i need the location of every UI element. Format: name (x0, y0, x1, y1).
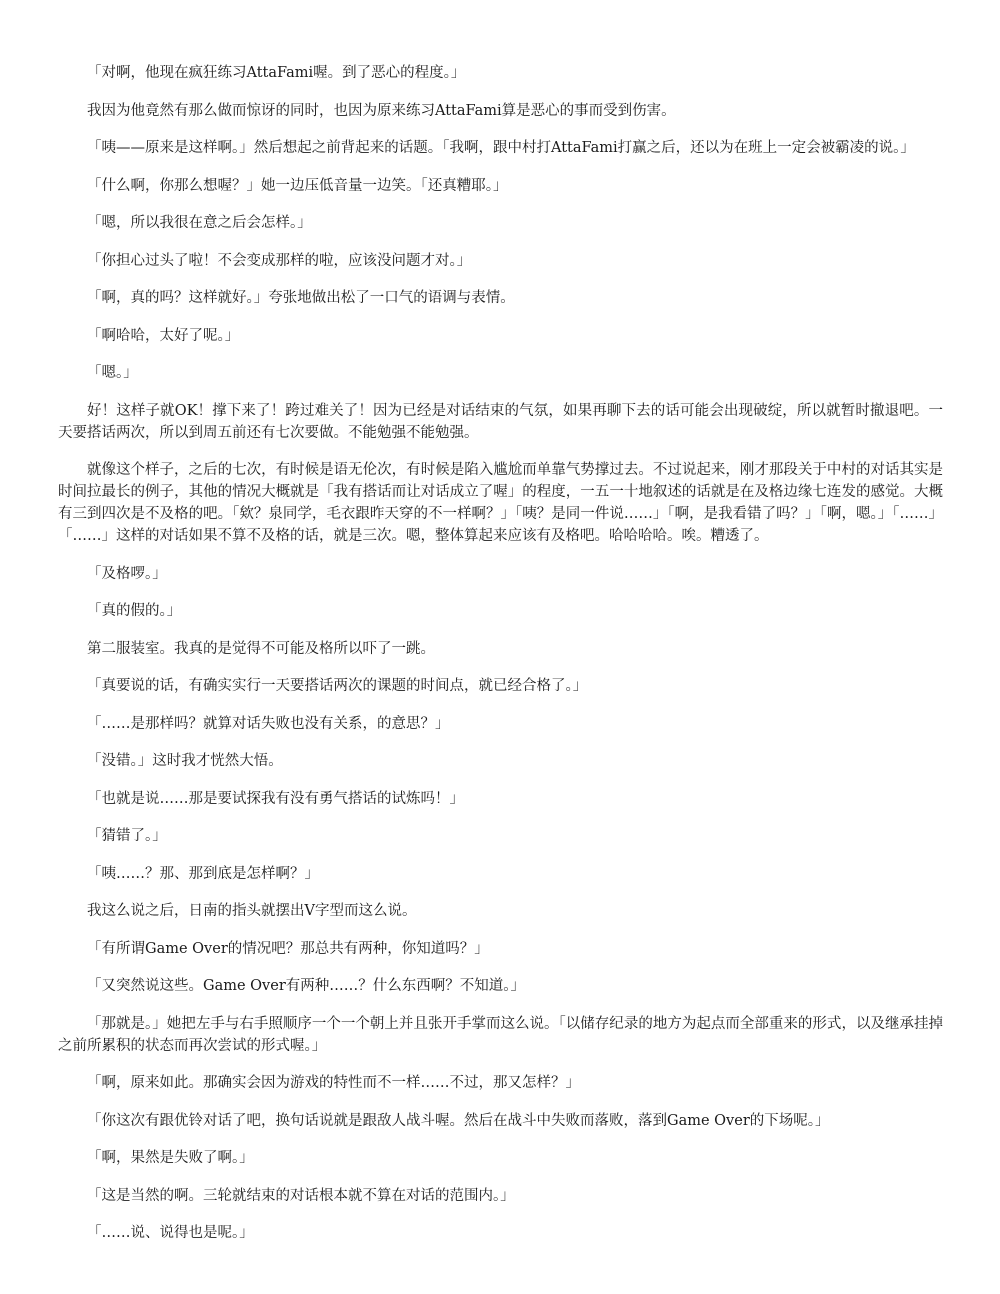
paragraph: 好！这样子就OK！撑下来了！跨过难关了！因为已经是对话结束的气氛，如果再聊下去的话可能会出现破绽，所以就暂时撤退吧。一天要搭话两次，所以到周五前还有七次要做。不能勉强不能勉强。 (58, 402, 943, 441)
paragraph: 「啊哈哈，太好了呢。」 (87, 327, 240, 344)
paragraph: 「啊，真的吗？这样就好。」夸张地做出松了一口气的语调与表情。 (87, 290, 515, 306)
paragraph: 「真的假的。」 (87, 603, 182, 619)
paragraph: 「也就是说……那是要试探我有没有勇气搭话的试炼吗！」 (87, 790, 464, 807)
paragraph: 「嗯，所以我很在意之后会怎样。」 (87, 215, 312, 231)
paragraph: 「咦——原来是这样啊。」然后想起之前背起来的话题。「我啊，跟中村打AttaFami打赢之后，还以为在班上一定会被霸凌的说。」 (87, 140, 915, 156)
paragraph: 「……说、说得也是呢。」 (87, 1225, 254, 1241)
paragraph: 「你这次有跟优铃对话了吧，换句话说就是跟敌人战斗喔。然后在战斗中失败而落败，落到Game Over的下场呢。」 (87, 1112, 830, 1129)
paragraph: 「及格啰。」 (87, 565, 167, 582)
paragraph: 「这是当然的啊。三轮就结束的对话根本就不算在对话的范围内。」 (87, 1187, 515, 1204)
paragraph: 「……是那样吗？就算对话失败也没有关系，的意思？」 (87, 715, 450, 732)
paragraph: 「什么啊，你那么想喔？」她一边压低音量一边笑。「还真糟耶。」 (87, 177, 508, 194)
paragraph: 「嗯。」 (87, 365, 138, 381)
paragraph: 「没错。」这时我才恍然大悟。 (87, 753, 283, 769)
paragraph: 「你担心过头了啦！不会变成那样的啦，应该没问题才对。」 (87, 252, 472, 269)
paragraph: 「那就是。」她把左手与右手照顺序一个一个朝上并且张开手掌而这么说。「以储存纪录的地方为起点而全部重来的形式，以及继承挂掉之前所累积的状态而再次尝试的形式喔。」 (58, 1015, 943, 1054)
paragraph: 「咦……？那、那到底是怎样啊？」 (87, 865, 319, 882)
document-page (58, 62, 943, 1260)
paragraph: 「啊，果然是失败了啊。」 (87, 1150, 254, 1166)
paragraph: 第二服装室。我真的是觉得不可能及格所以吓了一跳。 (87, 640, 435, 657)
paragraph: 「对啊，他现在疯狂练习AttaFami喔。到了恶心的程度。」 (87, 65, 466, 81)
paragraph: 「啊，原来如此。那确实会因为游戏的特性而不一样……不过，那又怎样？」 (87, 1075, 580, 1091)
paragraph: 就像这个样子，之后的七次，有时候是语无伦次，有时候是陷入尴尬而单靠气势撑过去。不过说起来，刚才那段关于中村的对话其实是时间拉最长的例子，其他的情况大概就是「我有搭话而让对话成立了喔」的程度，一五一十地叙述的话就是在及格边缘七连发的感觉。大概有三到四次是不及格的吧。「欸？泉同学，毛衣跟昨天穿的不一样啊？」「咦？是同一件说……」「啊，是我看错了吗？」「啊，嗯。」「……」「……」这样的对话如果不算不及格的话，就是三次。嗯，整体算起来应该有及格吧。哈哈哈哈。唉。糟透了。 (58, 462, 943, 544)
paragraph: 我这么说之后，日南的指头就摆出V字型而这么说。 (87, 903, 417, 919)
paragraph: 「又突然说这些。Game Over有两种……？什么东西啊？不知道。」 (87, 978, 526, 994)
paragraph: 「猜错了。」 (87, 828, 167, 844)
paragraph: 「真要说的话，有确实实行一天要搭话两次的课题的时间点，就已经合格了。」 (87, 678, 588, 694)
paragraph: 我因为他竟然有那么做而惊讶的同时，也因为原来练习AttaFami算是恶心的事而受到伤害。 (87, 102, 676, 119)
paragraph: 「有所谓Game Over的情况吧？那总共有两种，你知道吗？」 (87, 940, 489, 957)
